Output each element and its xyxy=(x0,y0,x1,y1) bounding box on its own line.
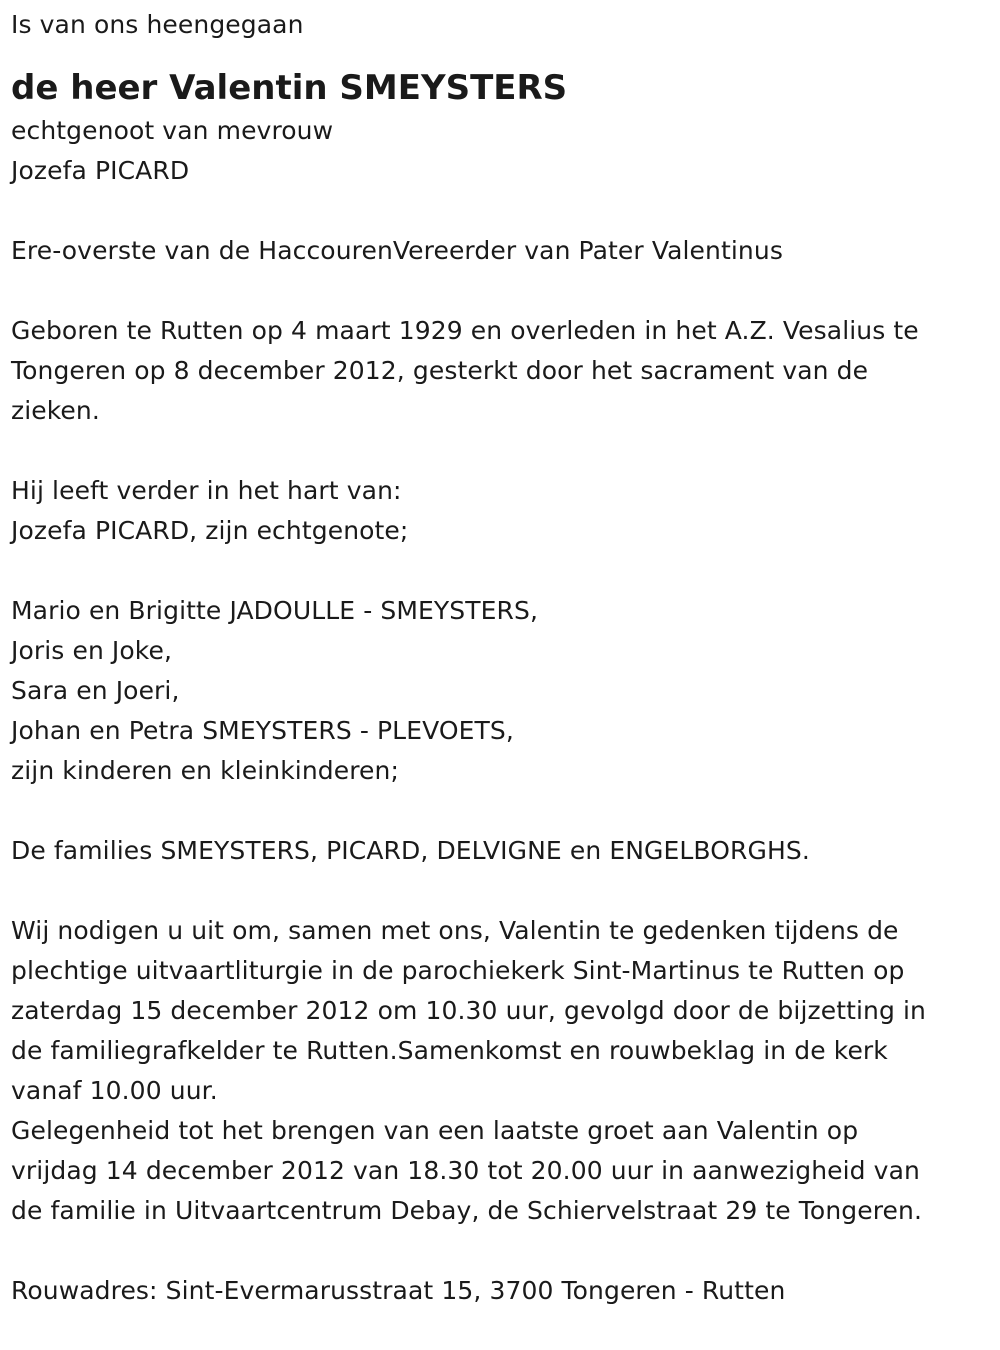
spacer xyxy=(11,271,991,311)
families-text: De families SMEYSTERS, PICARD, DELVIGNE en ENGELBORGHS. xyxy=(11,836,810,865)
survivors-intro-line: Hij leeft verder in het hart van: xyxy=(11,476,402,505)
survivors-intro-line: Jozefa PICARD, zijn echtgenote; xyxy=(11,516,409,545)
birth-death-line: Geboren te Rutten op 4 maart 1929 en overleden in het A.Z. Vesalius te xyxy=(11,316,919,345)
ceremony-line: vanaf 10.00 uur. xyxy=(11,1076,218,1105)
spacer xyxy=(11,551,991,591)
ceremony-line: de familiegrafkelder te Rutten.Samenkomst en rouwbeklag in de kerk xyxy=(11,1036,888,1065)
children-line: Sara en Joeri, xyxy=(11,676,180,705)
spacer xyxy=(11,431,991,471)
spacer xyxy=(11,871,991,911)
ceremony-line: Wij nodigen u uit om, samen met ons, Valentin te gedenken tijdens de xyxy=(11,916,899,945)
children-line: Mario en Brigitte JADOULLE - SMEYSTERS, xyxy=(11,596,539,625)
birth-death-line: zieken. xyxy=(11,396,100,425)
ceremony-line: plechtige uitvaartliturgie in de parochiekerk Sint-Martinus te Rutten op xyxy=(11,956,905,985)
spouse-line-1: echtgenoot van mevrouw xyxy=(11,116,334,145)
children-line: zijn kinderen en kleinkinderen; xyxy=(11,756,399,785)
birth-death-line: Tongeren op 8 december 2012, gesterkt door het sacrament van de xyxy=(11,356,869,385)
spacer xyxy=(11,1231,991,1271)
address-text: Rouwadres: Sint-Evermarusstraat 15, 3700 Tongeren - Rutten xyxy=(11,1276,786,1305)
ceremony-line: vrijdag 14 december 2012 van 18.30 tot 20.00 uur in aanwezigheid van xyxy=(11,1156,920,1185)
ceremony-line: Gelegenheid tot het brengen van een laatste groet aan Valentin op xyxy=(11,1116,859,1145)
spacer xyxy=(11,791,991,831)
ceremony-line: de familie in Uitvaartcentrum Debay, de Schiervelstraat 29 te Tongeren. xyxy=(11,1196,923,1225)
honors-text: Ere-overste van de HaccourenVereerder van Pater Valentinus xyxy=(11,236,783,265)
obituary-notice xyxy=(11,5,991,1311)
spouse-line-2: Jozefa PICARD xyxy=(11,156,190,185)
ceremony-line: zaterdag 15 december 2012 om 10.30 uur, gevolgd door de bijzetting in xyxy=(11,996,926,1025)
deceased-name: de heer Valentin SMEYSTERS xyxy=(11,68,568,108)
children-line: Johan en Petra SMEYSTERS - PLEVOETS, xyxy=(11,716,514,745)
spacer xyxy=(11,191,991,231)
children-line: Joris en Joke, xyxy=(11,636,173,665)
intro-text: Is van ons heengegaan xyxy=(11,10,304,39)
